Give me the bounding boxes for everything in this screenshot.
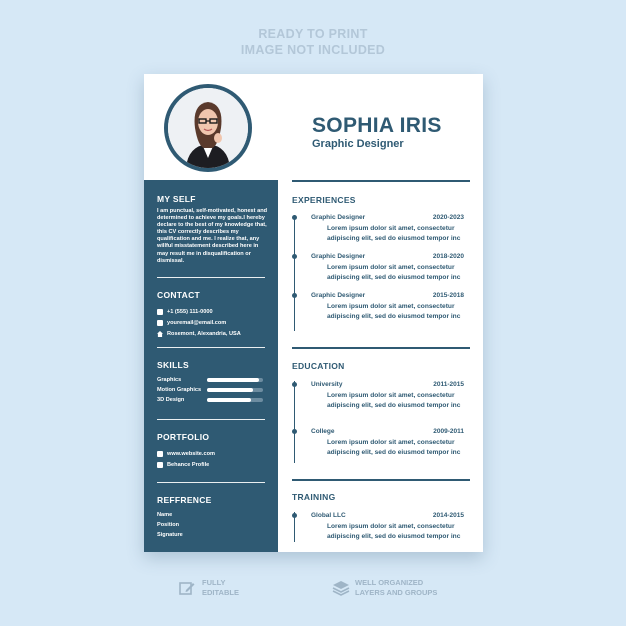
entry-desc-line: Lorem ipsum dolor sit amet, consectetur	[327, 439, 455, 446]
experiences-title: EXPERIENCES	[292, 195, 356, 205]
behance-icon	[157, 462, 163, 468]
entry-date: 2018-2020	[432, 253, 464, 260]
reference-title: REFFRENCE	[157, 495, 212, 505]
caption-line-2: IMAGE NOT INCLUDED	[240, 43, 386, 57]
edit-icon	[179, 580, 195, 596]
skill-label: Graphics	[157, 377, 182, 383]
feature-layers	[332, 578, 437, 597]
feature-editable	[179, 578, 239, 597]
caption-line-1: READY TO PRINT	[258, 27, 368, 41]
feature-layers-line-2: LAYERS AND GROUPS	[355, 587, 438, 597]
entry-desc-line: adipiscing elit, sed do eiusmod tempor inc	[327, 274, 461, 281]
person-portrait-icon	[168, 88, 248, 168]
candidate-role: Graphic Designer	[312, 138, 404, 150]
skill-label: Motion Graphics	[157, 387, 202, 393]
skill-label: 3D Design	[157, 397, 185, 403]
layers-icon	[332, 580, 348, 596]
entry-title: College	[311, 428, 335, 435]
phone-icon	[157, 309, 163, 315]
timeline-line	[294, 215, 295, 331]
portfolio-title: PORTFOLIO	[157, 432, 210, 442]
timeline-line	[294, 381, 295, 463]
section-rule	[292, 180, 470, 182]
portfolio-behance	[157, 461, 209, 469]
entry-desc-line: Lorem ipsum dolor sit amet, consectetur	[327, 303, 455, 310]
mail-icon	[157, 320, 163, 326]
entry-date: 2009-2011	[433, 428, 464, 435]
resume-sheet	[144, 74, 483, 552]
entry-date: 2020-2023	[432, 214, 464, 221]
divider	[157, 347, 265, 348]
entry-date: 2015-2018	[432, 292, 464, 299]
training-title: TRAINING	[292, 492, 336, 502]
section-rule	[292, 347, 470, 349]
timeline-dot	[292, 215, 297, 220]
top-caption	[0, 26, 626, 58]
timeline-dot	[292, 429, 297, 434]
contact-email-text: youremail@email.com	[167, 320, 227, 326]
divider	[157, 482, 265, 483]
contact-phone	[157, 308, 213, 316]
reference-signature: Signature	[157, 532, 183, 538]
entry-title: Graphic Designer	[311, 292, 366, 299]
portfolio-website	[157, 450, 215, 458]
entry-desc-line: adipiscing elit, sed do eiusmod tempor inc	[327, 313, 461, 320]
skill-bar-fill	[207, 388, 253, 392]
entry-title: Graphic Designer	[311, 253, 366, 260]
contact-address	[157, 330, 241, 338]
reference-name: Name	[157, 512, 173, 518]
divider	[157, 419, 265, 420]
skills-title: SKILLS	[157, 360, 190, 370]
profile-photo	[164, 84, 252, 172]
entry-title: University	[311, 381, 343, 388]
skill-bar	[207, 398, 263, 402]
candidate-name: SOPHIA IRIS	[312, 114, 442, 137]
myself-text: I am punctual, self-motivated, honest and determined to achieve my goals.I hereby declare to the best of my knowledge that, this CV correctly describes my qualification and me. I realize that, any willful misstatement described here in may result me in disqualification or dismissal.	[157, 208, 268, 264]
entry-date: 2014-2015	[432, 512, 464, 519]
education-title: EDUCATION	[292, 361, 345, 371]
skill-bar-fill	[207, 398, 251, 402]
entry-desc-line: adipiscing elit, sed do eiusmod tempor inc	[327, 402, 461, 409]
skill-bar	[207, 388, 263, 392]
entry-desc-line: adipiscing elit, sed do eiusmod tempor inc	[327, 533, 461, 540]
entry-desc-line: Lorem ipsum dolor sit amet, consectetur	[327, 264, 455, 271]
contact-email	[157, 319, 226, 327]
sidebar	[144, 180, 278, 552]
section-rule	[292, 479, 470, 481]
feature-editable-line-1: FULLY	[202, 578, 226, 587]
portfolio-website-text: www.website.com	[167, 451, 215, 457]
timeline-dot	[292, 382, 297, 387]
divider	[157, 277, 265, 278]
timeline-dot	[292, 513, 297, 518]
entry-date: 2011-2015	[433, 381, 464, 388]
entry-desc-line: adipiscing elit, sed do eiusmod tempor inc	[327, 235, 461, 242]
timeline-dot	[292, 254, 297, 259]
feature-layers-line-1: WELL ORGANIZED	[355, 578, 424, 587]
contact-title: CONTACT	[157, 290, 201, 300]
entry-desc-line: Lorem ipsum dolor sit amet, consectetur	[327, 392, 455, 399]
skill-bar-fill	[207, 378, 259, 382]
timeline-dot	[292, 293, 297, 298]
entry-title: Graphic Designer	[311, 214, 366, 221]
home-icon	[157, 331, 163, 337]
entry-desc-line: adipiscing elit, sed do eiusmod tempor inc	[327, 449, 461, 456]
skill-bar	[207, 378, 263, 382]
entry-desc-line: Lorem ipsum dolor sit amet, consectetur	[327, 523, 455, 530]
entry-desc-line: Lorem ipsum dolor sit amet, consectetur	[327, 225, 455, 232]
contact-address-text: Rosemont, Alexandria, USA	[167, 331, 241, 337]
globe-icon	[157, 451, 163, 457]
contact-phone-text: +1 (555) 111-0000	[167, 309, 213, 315]
entry-title: Global LLC	[311, 512, 346, 519]
feature-editable-line-2: EDITABLE	[202, 587, 239, 597]
reference-position: Position	[157, 522, 180, 528]
portfolio-behance-text: Behance Profile	[167, 462, 210, 468]
myself-title: MY SELF	[157, 194, 196, 204]
